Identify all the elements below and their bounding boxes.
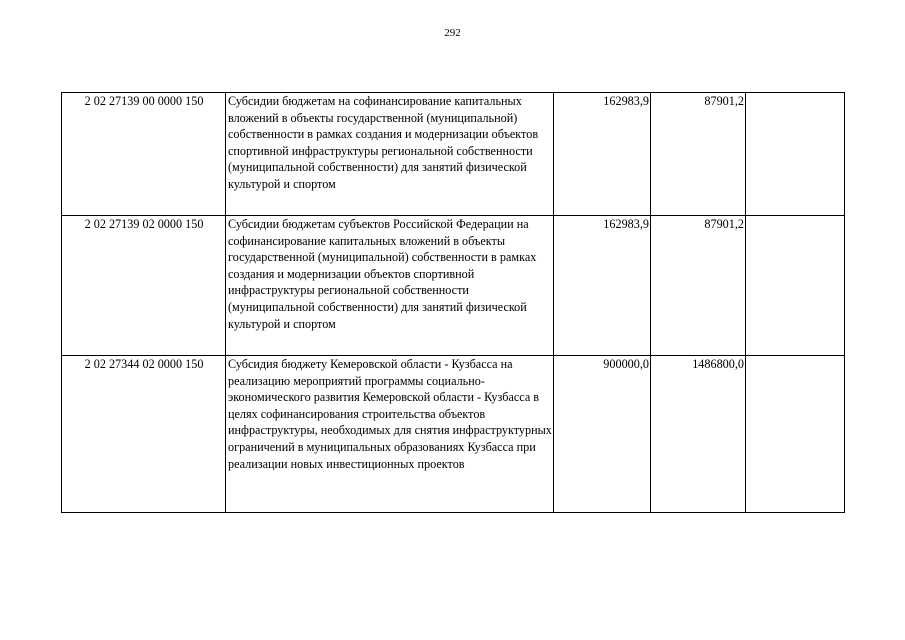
amount-cell-3 (746, 356, 845, 513)
amount-cell-2: 87901,2 (651, 93, 746, 216)
amount-cell-2: 87901,2 (651, 216, 746, 356)
revenue-name-cell: Субсидии бюджетам на софинансирование капитальных вложений в объекты государственной (муниципальной) собственности в рамках создания и модернизации объектов спортивной инфраструктуры региональной собственности (муниципальной собственности) для занятий физической культурой и спортом (226, 93, 554, 216)
amount-cell-2: 1486800,0 (651, 356, 746, 513)
revenue-code-cell: 2 02 27139 02 0000 150 (62, 216, 226, 356)
table-row (62, 93, 845, 216)
page-number: 292 (444, 27, 461, 39)
amount-cell-1: 162983,9 (554, 93, 651, 216)
amount-cell-3 (746, 93, 845, 216)
table-row (62, 216, 845, 356)
table-row (62, 356, 845, 513)
revenue-name-cell: Субсидия бюджету Кемеровской области - Кузбасса на реализацию мероприятий программы социально-экономического развития Кемеровской области - Кузбасса в целях софинансирования строительства объектов инфраструктуры, необходимых для снятия инфраструктурных ограничений в муниципальных образованиях Кузбасса при реализации новых инвестиционных проектов (226, 356, 554, 513)
amount-cell-3 (746, 216, 845, 356)
amount-cell-1: 900000,0 (554, 356, 651, 513)
revenue-code-cell: 2 02 27344 02 0000 150 (62, 356, 226, 513)
amount-cell-1: 162983,9 (554, 216, 651, 356)
revenue-name-cell: Субсидии бюджетам субъектов Российской Федерации на софинансирование капитальных вложений в объекты государственной (муниципальной) собственности в рамках создания и модернизации объектов спортивной инфраструктуры региональной собственности (муниципальной собственности) для занятий физической культурой и спортом (226, 216, 554, 356)
budget-revenue-table (61, 92, 845, 513)
revenue-code-cell: 2 02 27139 00 0000 150 (62, 93, 226, 216)
